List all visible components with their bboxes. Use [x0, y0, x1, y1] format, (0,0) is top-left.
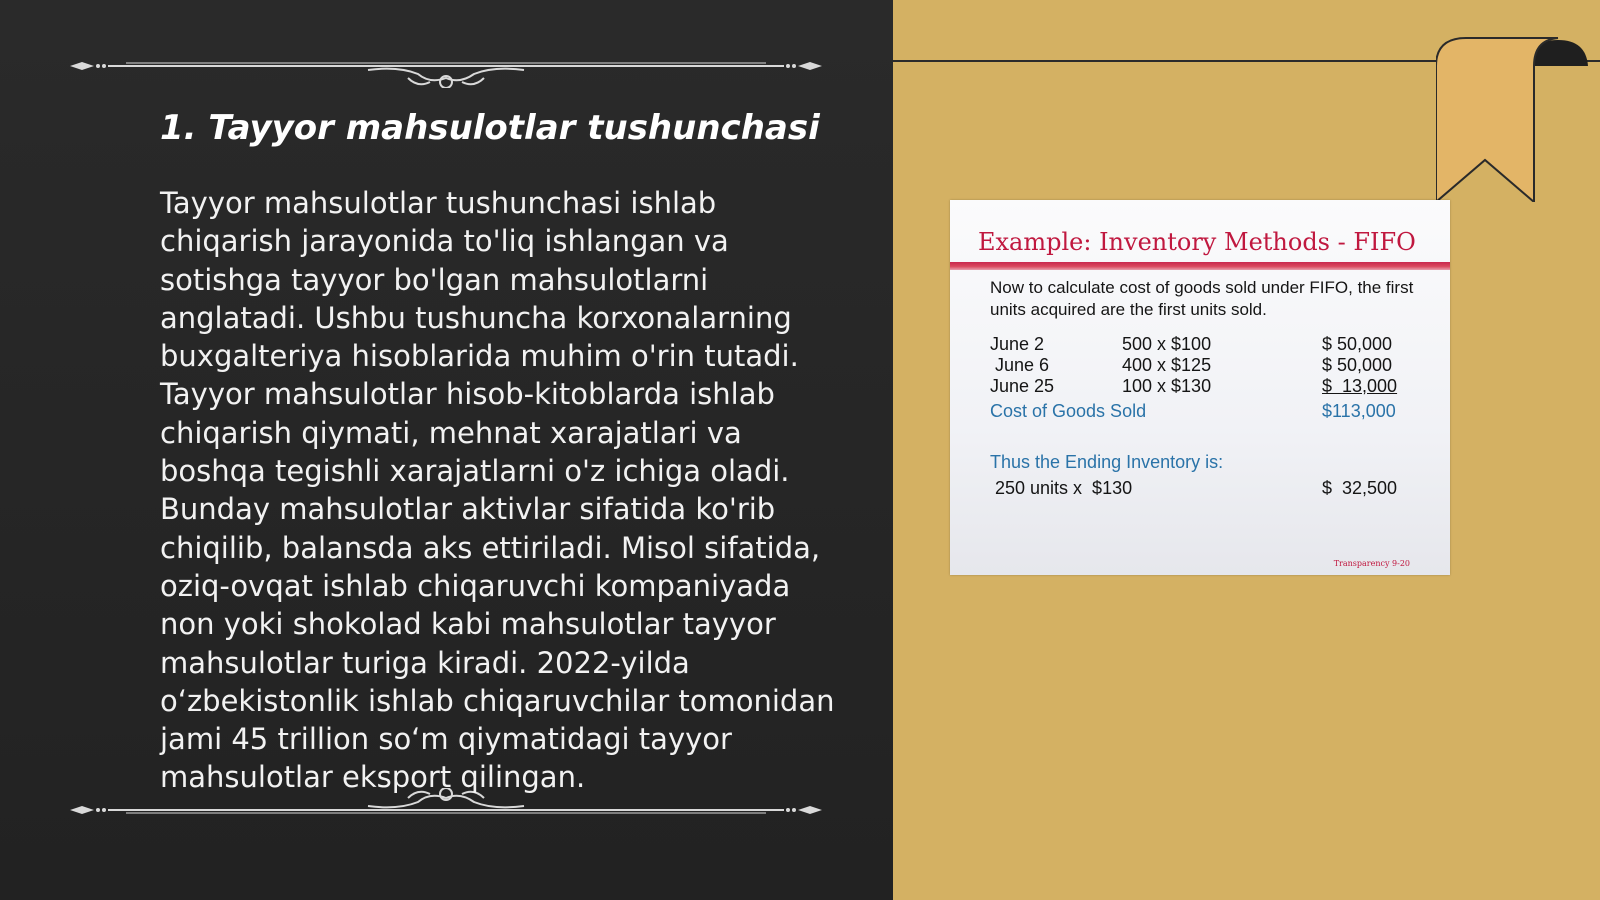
- slide-body-text: Tayyor mahsulotlar tushunchasi ishlab chiqarish jarayonida to'liq ishlangan va sotishga tayyor bo'lgan mahsulotlarni anglatadi. Ushbu tushuncha korxonalarning buxgalteriya hisoblarida muhim o'rin tutadi. Tayyor mahsulotlar hisob-kitoblarda ishlab chiqarish qiymati, mehnat xarajatlari va boshqa tegishli xarajatlarni o'z ichiga oladi. Bunday mahsulotlar aktivlar sifatida ko'rib chiqilib, balansda aks ettiriladi. Misol sifatida, oziq-ovqat ishlab chiqaruvchi kompaniyada non yoki shokolad kabi mahsulotlar tayyor mahsulotlar turiga kiradi. 2022-yilda o‘zbekistonlik ishlab chiqaruvchilar tomonidan jami 45 trillion so‘m qiymatidagi tayyor mahsulotlar eksport qilingan.: [160, 186, 835, 795]
- fifo-row: [990, 375, 1430, 397]
- bookmark-ribbon-icon: [1436, 36, 1588, 202]
- fifo-row-date: June 25: [990, 376, 1055, 396]
- fifo-row-amount: $ 13,000: [1322, 376, 1398, 396]
- fifo-row-amount: $ 50,000: [1322, 334, 1393, 354]
- top-ornament-divider: [68, 44, 824, 88]
- fifo-row: [990, 354, 1430, 376]
- fifo-row-calc: 500 x $100: [1122, 334, 1212, 354]
- fifo-row-calc: 100 x $130: [1122, 376, 1212, 396]
- fifo-row-date: June 6: [990, 355, 1050, 375]
- fifo-row-calc: 400 x $125: [1122, 355, 1212, 375]
- fifo-ending-label-row: [990, 451, 1430, 473]
- fifo-intro-text: Now to calculate cost of goods sold under FIFO, the first units acquired are the first units sold.: [990, 278, 1414, 319]
- fifo-ending-calc: 250 units x $130: [990, 478, 1133, 498]
- fifo-row-amount: $ 50,000: [1322, 355, 1393, 375]
- fifo-title-rule: [950, 262, 1450, 270]
- fifo-cogs-amount: $113,000: [1322, 401, 1396, 421]
- fifo-footer-label: Transparency 9-20: [1333, 559, 1410, 568]
- fifo-row-date: June 2: [990, 334, 1045, 354]
- slide-title: 1. Tayyor mahsulotlar tushunchasi: [160, 108, 820, 148]
- fifo-example-image: [950, 200, 1450, 575]
- fifo-row: [990, 333, 1430, 355]
- fifo-title: Example: Inventory Methods - FIFO: [978, 228, 1416, 256]
- fifo-ending-amount: $ 32,500: [1322, 478, 1398, 498]
- fifo-ending-label: Thus the Ending Inventory is:: [990, 452, 1224, 472]
- fifo-cogs-row: [990, 400, 1430, 422]
- fifo-cogs-label: Cost of Goods Sold: [990, 401, 1147, 421]
- fifo-ending-row: [990, 477, 1430, 499]
